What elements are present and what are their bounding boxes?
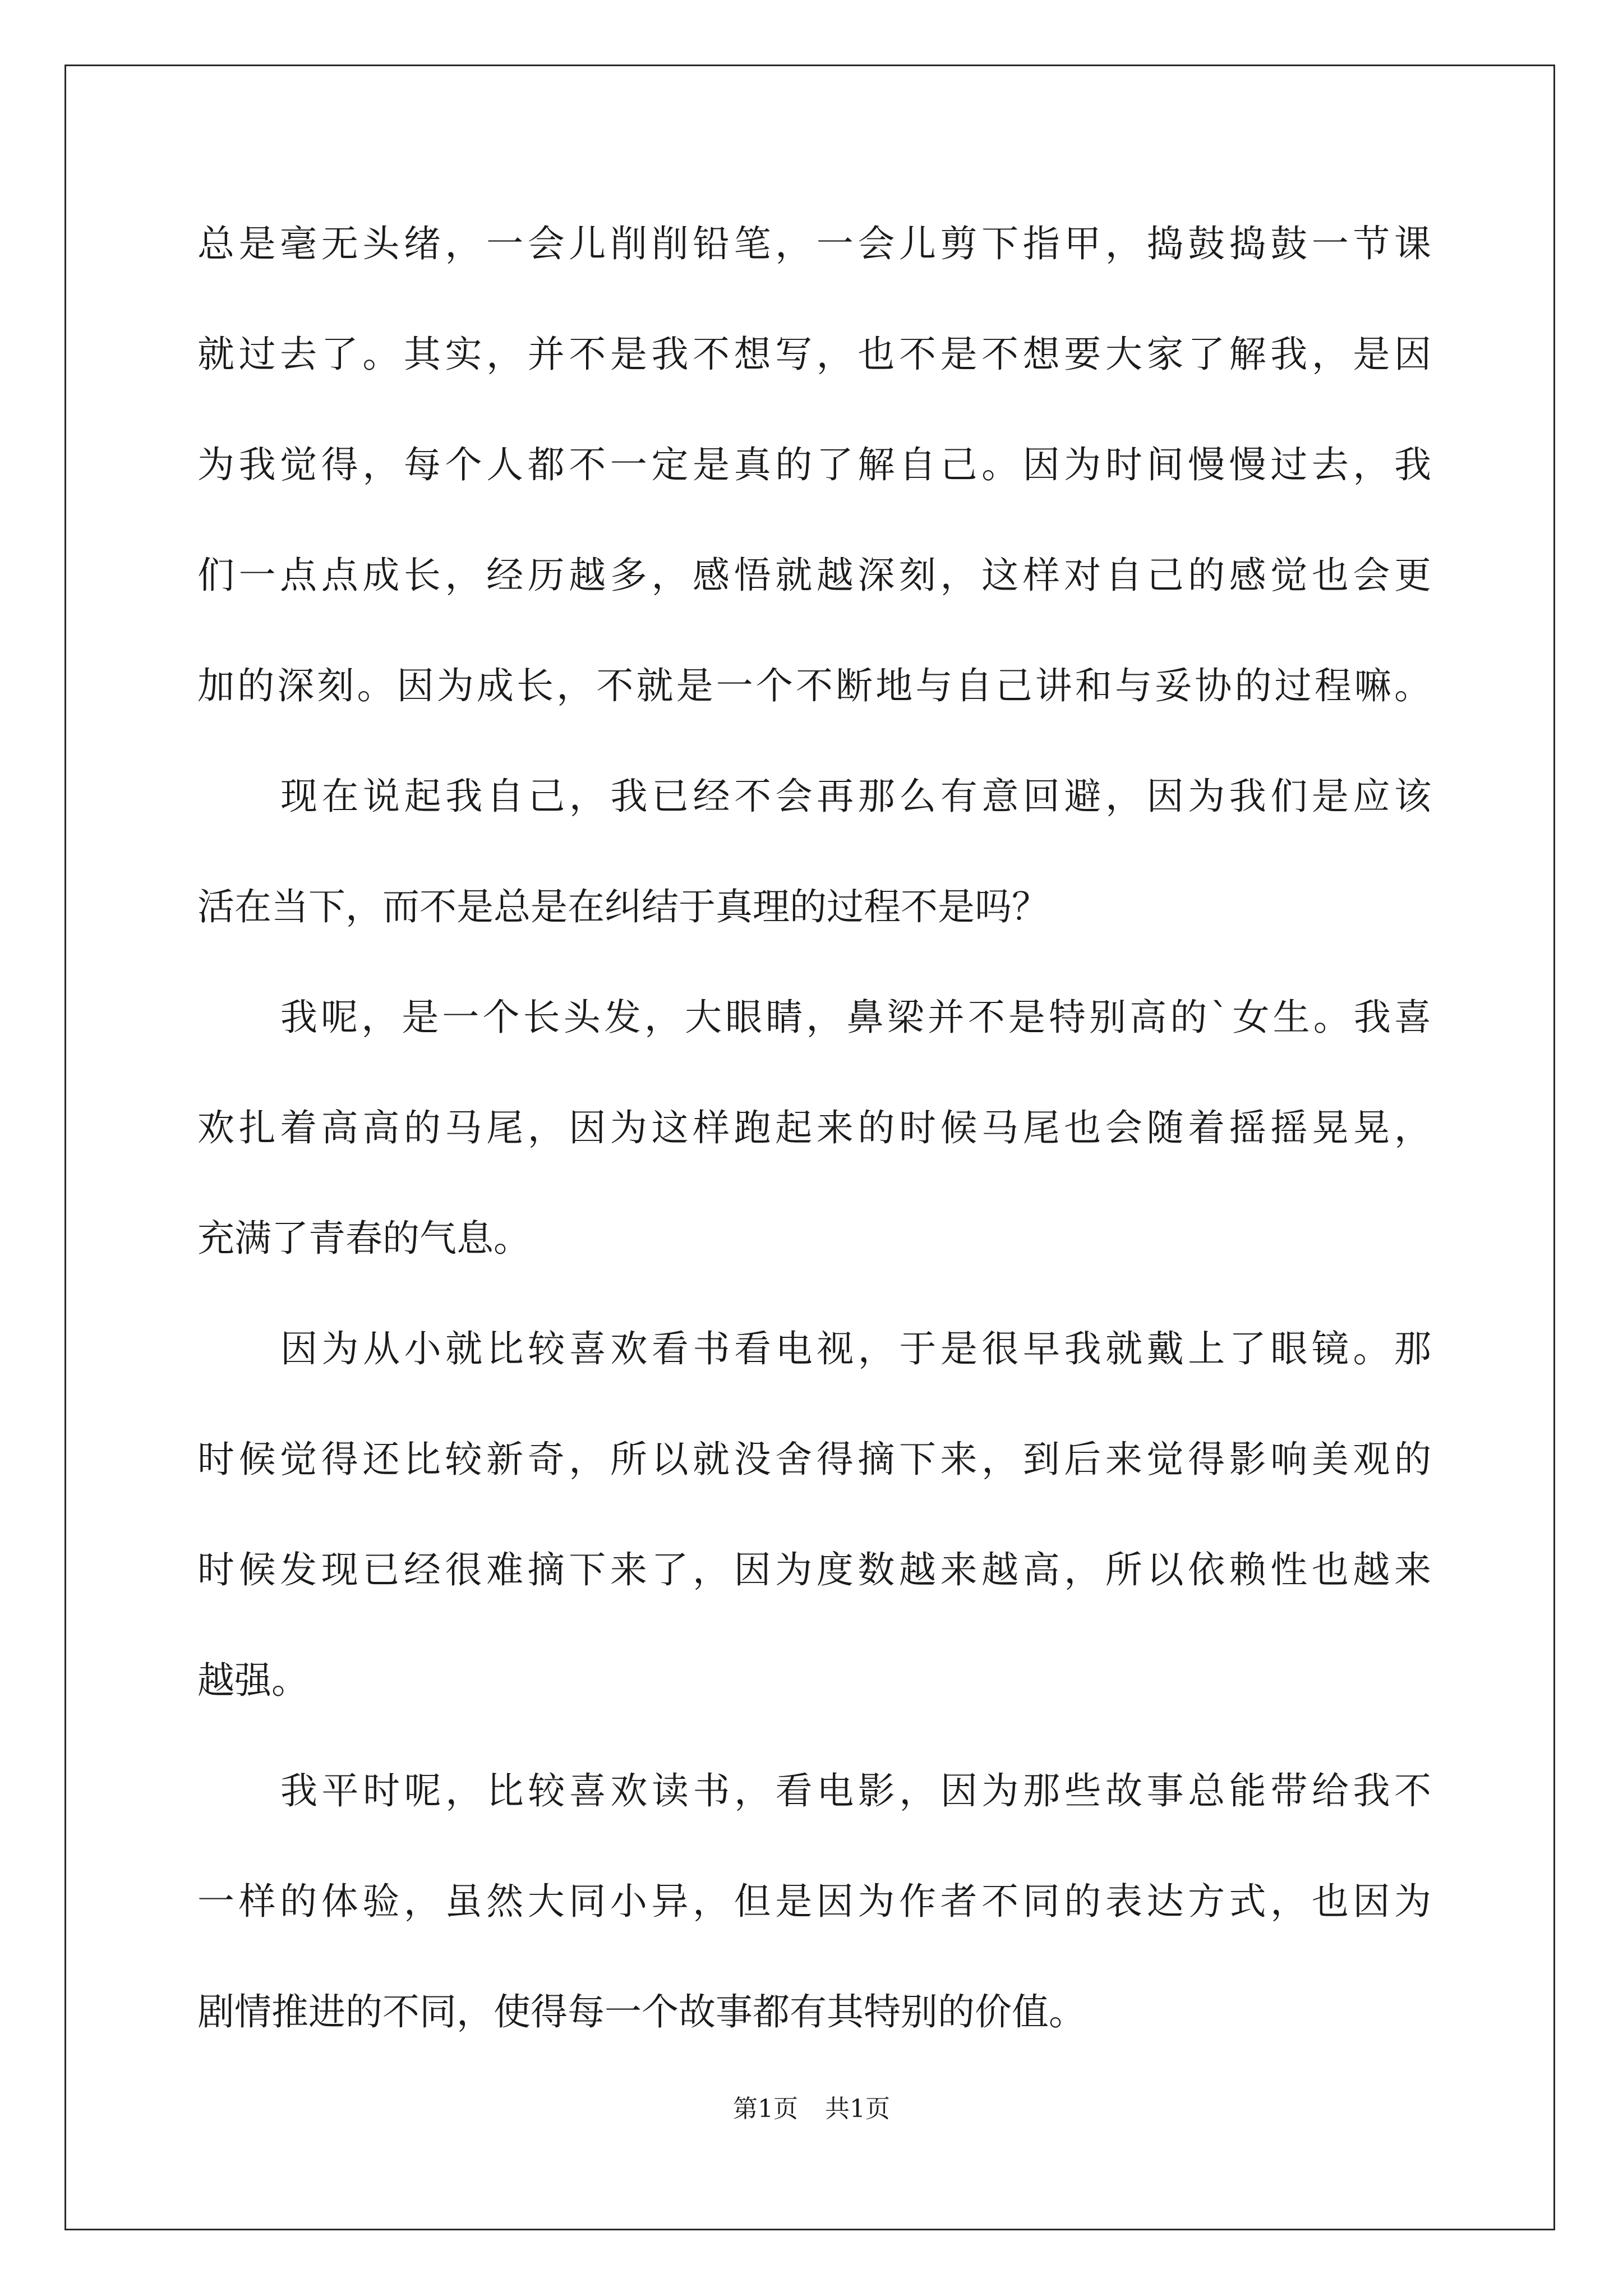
paragraph-first-line: 我呢，是一个长头发，大眼睛，鼻梁并不是特别高的`女生。我喜 [280,996,1431,1039]
text-line: 充满了青春的气息。 [197,1217,531,1260]
text-line: 为我觉得，每个人都不一定是真的了解自己。因为时间慢慢过去，我 [197,443,1431,486]
text-line: 加的深刻。因为成长，不就是一个不断地与自己讲和与妥协的过程嘛。 [197,664,1431,707]
text-line: 活在当下，而不是总是在纠结于真理的过程不是吗？ [197,885,1049,928]
paragraph-first-line: 因为从小就比较喜欢看书看电视，于是很早我就戴上了眼镜。那 [280,1327,1431,1370]
text-line: 时候觉得还比较新奇，所以就没舍得摘下来，到后来觉得影响美观的 [197,1438,1431,1481]
text-line: 时候发现已经很难摘下来了，因为度数越来越高，所以依赖性也越来 [197,1548,1431,1591]
paragraph-first-line: 我平时呢，比较喜欢读书，看电影，因为那些故事总能带给我不 [280,1769,1431,1812]
page-number-total: 共1页 [825,2095,890,2123]
text-line: 剧情推进的不同，使得每一个故事都有其特别的价值。 [197,1990,1086,2033]
page-number-current: 第1页 [733,2095,798,2123]
text-line: 一样的体验，虽然大同小异，但是因为作者不同的表达方式，也因为 [197,1880,1431,1923]
text-line: 欢扎着高高的马尾，因为这样跑起来的时候马尾也会随着摇摇晃晃， [197,1106,1431,1149]
paragraph-first-line: 现在说起我自己，我已经不会再那么有意回避，因为我们是应该 [280,775,1431,818]
page-footer [0,2092,1623,2126]
text-line: 就过去了。其实，并不是我不想写，也不是不想要大家了解我，是因 [197,333,1431,376]
text-line: 越强。 [197,1659,308,1702]
text-line: 们一点点成长，经历越多，感悟就越深刻，这样对自己的感觉也会更 [197,554,1431,597]
text-line: 总是毫无头绪，一会儿削削铅笔，一会儿剪下指甲，捣鼓捣鼓一节课 [197,222,1431,265]
document-body [197,208,1431,2086]
